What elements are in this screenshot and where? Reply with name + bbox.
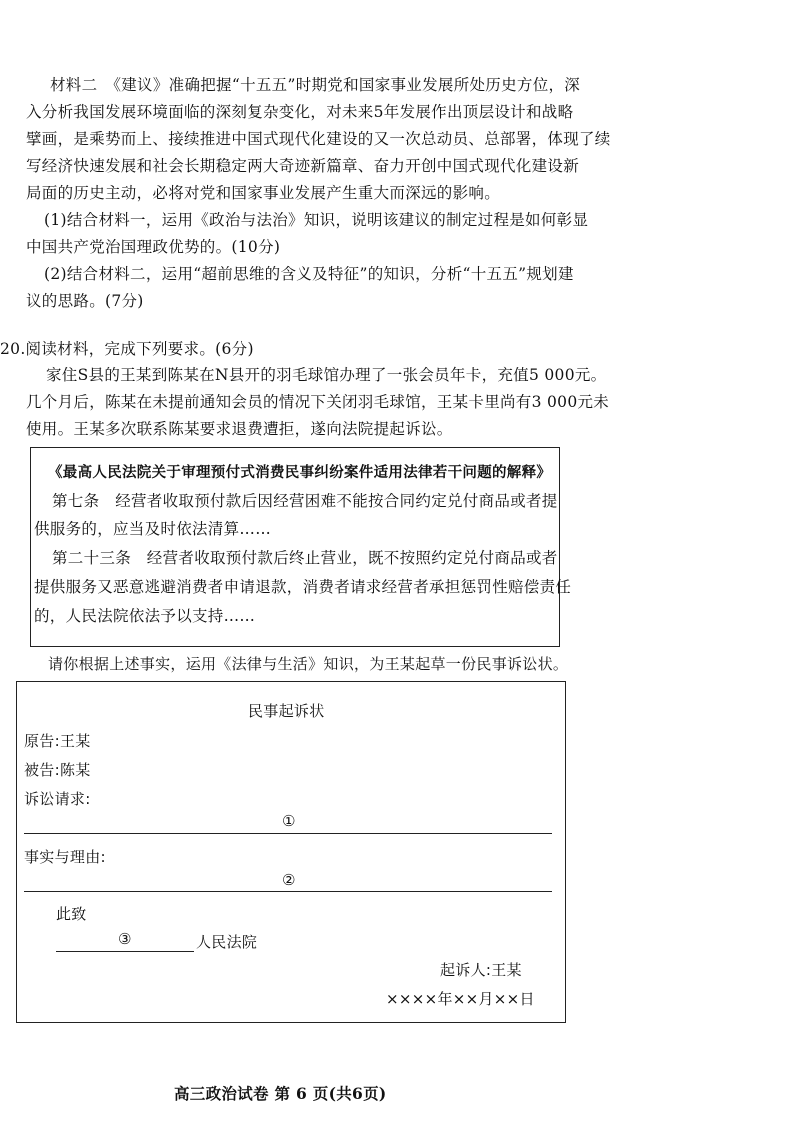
page-footer: 高三政治试卷 第 6 页(共6页) <box>174 1084 387 1103</box>
plaintiff-field: 原告:王某 <box>24 732 91 750</box>
article-23-line-3: 的，人民法院依法予以支持…… <box>34 607 256 625</box>
question-20-line-1: 家住S县的王某到陈某在N县开的羽毛球馆办理了一张会员年卡，充值5 000元。 <box>46 366 607 384</box>
question-20-line-2: 几个月后，陈某在未提前通知会员的情况下关闭羽毛球馆，王某卡里尚有3 000元未 <box>26 393 610 411</box>
question-2-line-1: (2)结合材料二，运用“超前思维的含义及特征”的知识，分析“十五五”规划建 <box>44 265 574 283</box>
legal-excerpt-title: 《最高人民法院关于审理预付式消费民事纠纷案件适用法律若干问题的解释》 <box>48 465 552 481</box>
question-1-line-2: 中国共产党治国理政优势的。(10分) <box>26 238 281 256</box>
blank-1-line[interactable] <box>24 833 552 834</box>
article-23-line-2: 提供服务又恶意逃避消费者申请退款，消费者请求经营者承担惩罚性赔偿责任 <box>34 578 572 596</box>
court-suffix: 人民法院 <box>196 933 258 951</box>
material2-line-2: 入分析我国发展环境面临的深刻复杂变化，对未来5年发展作出顶层设计和战略 <box>26 103 574 121</box>
article-7-line-1: 第七条 经营者收取预付款后因经营困难不能按合同约定兑付商品或者提 <box>52 492 558 510</box>
question-20-line-3: 使用。王某多次联系陈某要求退费遭拒，遂向法院提起诉讼。 <box>26 420 453 438</box>
blank-1-marker: ① <box>282 812 296 830</box>
question-1-line-1: (1)结合材料一，运用《政治与法治》知识，说明该建议的制定过程是如何彰显 <box>44 211 589 229</box>
blank-3-marker: ③ <box>118 930 132 948</box>
complaint-title: 民事起诉状 <box>248 702 325 720</box>
material2-line-3: 擘画，是乘势而上、接续推进中国式现代化建设的又一次总动员、总部署，体现了续 <box>26 130 611 148</box>
facts-label: 事实与理由: <box>24 848 106 866</box>
question-2-line-2: 议的思路。(7分) <box>26 292 144 310</box>
blank-3-line[interactable] <box>56 951 194 952</box>
question-20-heading: 20.阅读材料，完成下列要求。(6分) <box>0 340 254 358</box>
defendant-field: 被告:陈某 <box>24 761 91 779</box>
material2-line-1: 材料二 《建议》准确把握“十五五”时期党和国家事业发展所处历史方位，深 <box>50 76 581 94</box>
material2-line-5: 局面的历史主动，必将对党和国家事业发展产生重大而深远的影响。 <box>26 184 501 202</box>
signer: 起诉人:王某 <box>440 961 522 979</box>
blank-2-line[interactable] <box>24 891 552 892</box>
complaint-date: ××××年××月××日 <box>386 990 535 1008</box>
article-7-line-2: 供服务的，应当及时依法清算…… <box>34 520 272 538</box>
drafting-instruction: 请你根据上述事实，运用《法律与生活》知识，为王某起草一份民事诉讼状。 <box>48 655 569 673</box>
blank-2-marker: ② <box>282 871 296 889</box>
salutation: 此致 <box>56 905 87 923</box>
material2-line-4: 写经济快速发展和社会长期稳定两大奇迹新篇章、奋力开创中国式现代化建设新 <box>26 157 580 175</box>
article-23-line-1: 第二十三条 经营者收取预付款后终止营业，既不按照约定兑付商品或者 <box>52 549 558 567</box>
claims-label: 诉讼请求: <box>24 790 91 808</box>
